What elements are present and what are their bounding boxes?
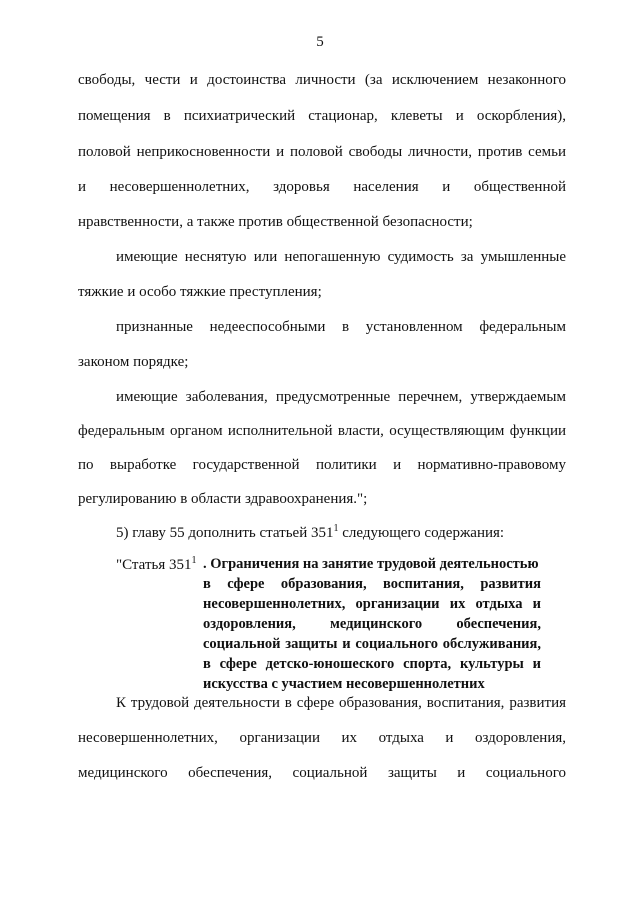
article-title-line-2: в сфере образования, воспитания, развития — [203, 576, 541, 592]
body-line-4: и несовершеннолетних, здоровья населения и общественной — [78, 179, 566, 195]
diseases-line-3: по выработке государственной политики и нормативно-правовому — [78, 457, 566, 473]
article-title-line-7: искусства с участием несовершеннолетних — [203, 676, 485, 692]
amendment-superscript: 1 — [333, 523, 339, 534]
incapacitated-line-1: признанные недееспособными в установленном федеральным — [116, 319, 566, 335]
amendment-text-after: следующего содержания: — [338, 525, 505, 541]
body-line-1: свободы, чести и достоинства личности (за исключением незаконного — [78, 72, 566, 88]
article-title-line-6: в сфере детско-юношеского спорта, культуры и — [203, 656, 541, 672]
conviction-line-2: тяжкие и особо тяжкие преступления; — [78, 284, 322, 300]
body-line-5: нравственности, а также против общественной безопасности; — [78, 214, 473, 230]
final-line-1: К трудовой деятельности в сфере образования, воспитания, развития — [116, 695, 566, 711]
final-line-2: несовершеннолетних, организации их отдыха и оздоровления, — [78, 730, 566, 746]
article-prefix-text: "Статья 351 — [116, 557, 192, 573]
article-title-line-3: несовершеннолетних, организации их отдыха и — [203, 596, 541, 612]
diseases-line-4: регулированию в области здравоохранения."; — [78, 491, 368, 507]
diseases-line-1: имеющие заболевания, предусмотренные перечнем, утверждаемым — [116, 389, 566, 405]
conviction-line-1: имеющие неснятую или непогашенную судимость за умышленные — [116, 249, 566, 265]
amendment-text-before: 5) главу 55 дополнить статьей 351 — [116, 525, 334, 541]
final-line-3: медицинского обеспечения, социальной защиты и социального — [78, 765, 566, 781]
article-prefix-superscript: 1 — [191, 555, 197, 566]
article-title-line-4: оздоровления, медицинского обеспечения, — [203, 616, 541, 632]
article-prefix — [116, 556, 196, 574]
article-title-line-5: социальной защиты и социального обслуживания, — [203, 636, 541, 652]
amendment-line — [116, 524, 566, 542]
body-line-3: половой неприкосновенности и половой свободы личности, против семьи — [78, 144, 566, 160]
body-line-2: помещения в психиатрический стационар, клеветы и оскорбления), — [78, 108, 566, 124]
incapacitated-line-2: законом порядке; — [78, 354, 189, 370]
diseases-line-2: федеральным органом исполнительной власти, осуществляющим функции — [78, 423, 566, 439]
article-title-line-1: . Ограничения на занятие трудовой деятельностью — [203, 556, 539, 572]
page-number: 5 — [316, 34, 324, 50]
